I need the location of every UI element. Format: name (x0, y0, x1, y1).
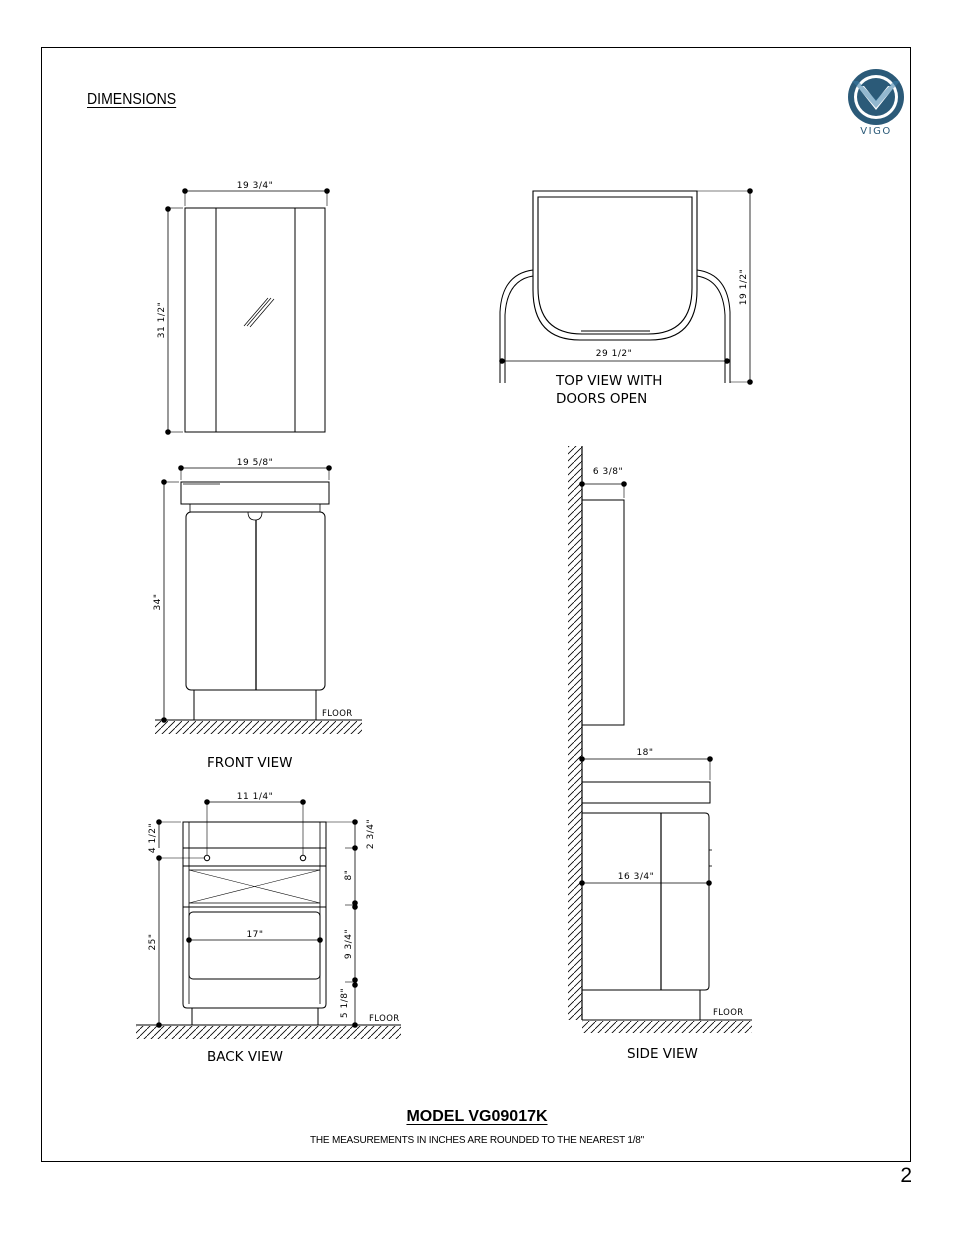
front-view (155, 466, 362, 723)
measurement-note: THE MEASUREMENTS IN INCHES ARE ROUNDED TO THE NEAREST 1/8" (309, 1135, 645, 1146)
side-floor-hatch (582, 1021, 752, 1033)
vigo-logo (848, 69, 904, 137)
dim-side-16-3-4: 16 3/4" (617, 872, 655, 882)
top-view-label: TOP VIEW WITH (556, 373, 663, 389)
dim-back-top-gap: 2 3/4" (366, 818, 376, 850)
back-floor-label: FLOOR (369, 1014, 400, 1024)
back-view-label: BACK VIEW (207, 1049, 283, 1065)
dim-back-hole-height: 4 1/2" (148, 822, 158, 854)
front-view-label: FRONT VIEW (207, 755, 293, 771)
dim-back-25: 25" (148, 933, 158, 951)
dim-top-width: 29 1/2" (595, 349, 633, 359)
dim-front-height: 34" (153, 593, 163, 611)
dim-back-17: 17" (246, 930, 264, 940)
back-view (136, 800, 401, 1028)
side-view (580, 446, 752, 1020)
dim-back-8: 8" (344, 869, 354, 881)
front-floor-hatch (155, 721, 362, 734)
dim-mirror-width: 19 3/4" (236, 181, 274, 191)
dim-back-hole-spacing: 11 1/4" (236, 792, 274, 802)
side-floor-label: FLOOR (713, 1008, 744, 1018)
model-name: MODEL VG09017K (406, 1108, 548, 1125)
mirror-view (166, 189, 330, 435)
dim-back-5-1-8: 5 1/8" (340, 987, 350, 1019)
dim-mirror-height: 31 1/2" (157, 301, 167, 339)
logo-text: VIGO (860, 126, 892, 137)
dim-side-18: 18" (636, 748, 654, 758)
top-view-label-line2: DOORS OPEN (556, 391, 648, 407)
dim-back-9-3-4: 9 3/4" (344, 928, 354, 960)
side-wall-hatch (568, 446, 582, 1020)
page-number: 2 (900, 1164, 912, 1187)
back-floor-hatch (136, 1026, 401, 1039)
side-view-label: SIDE VIEW (627, 1046, 698, 1062)
dim-top-depth: 19 1/2" (739, 268, 749, 306)
front-floor-label: FLOOR (322, 709, 353, 719)
dim-side-mirror-depth: 6 3/8" (592, 467, 624, 477)
dim-front-width: 19 5/8" (236, 458, 274, 468)
page-heading: DIMENSIONS (87, 91, 177, 108)
